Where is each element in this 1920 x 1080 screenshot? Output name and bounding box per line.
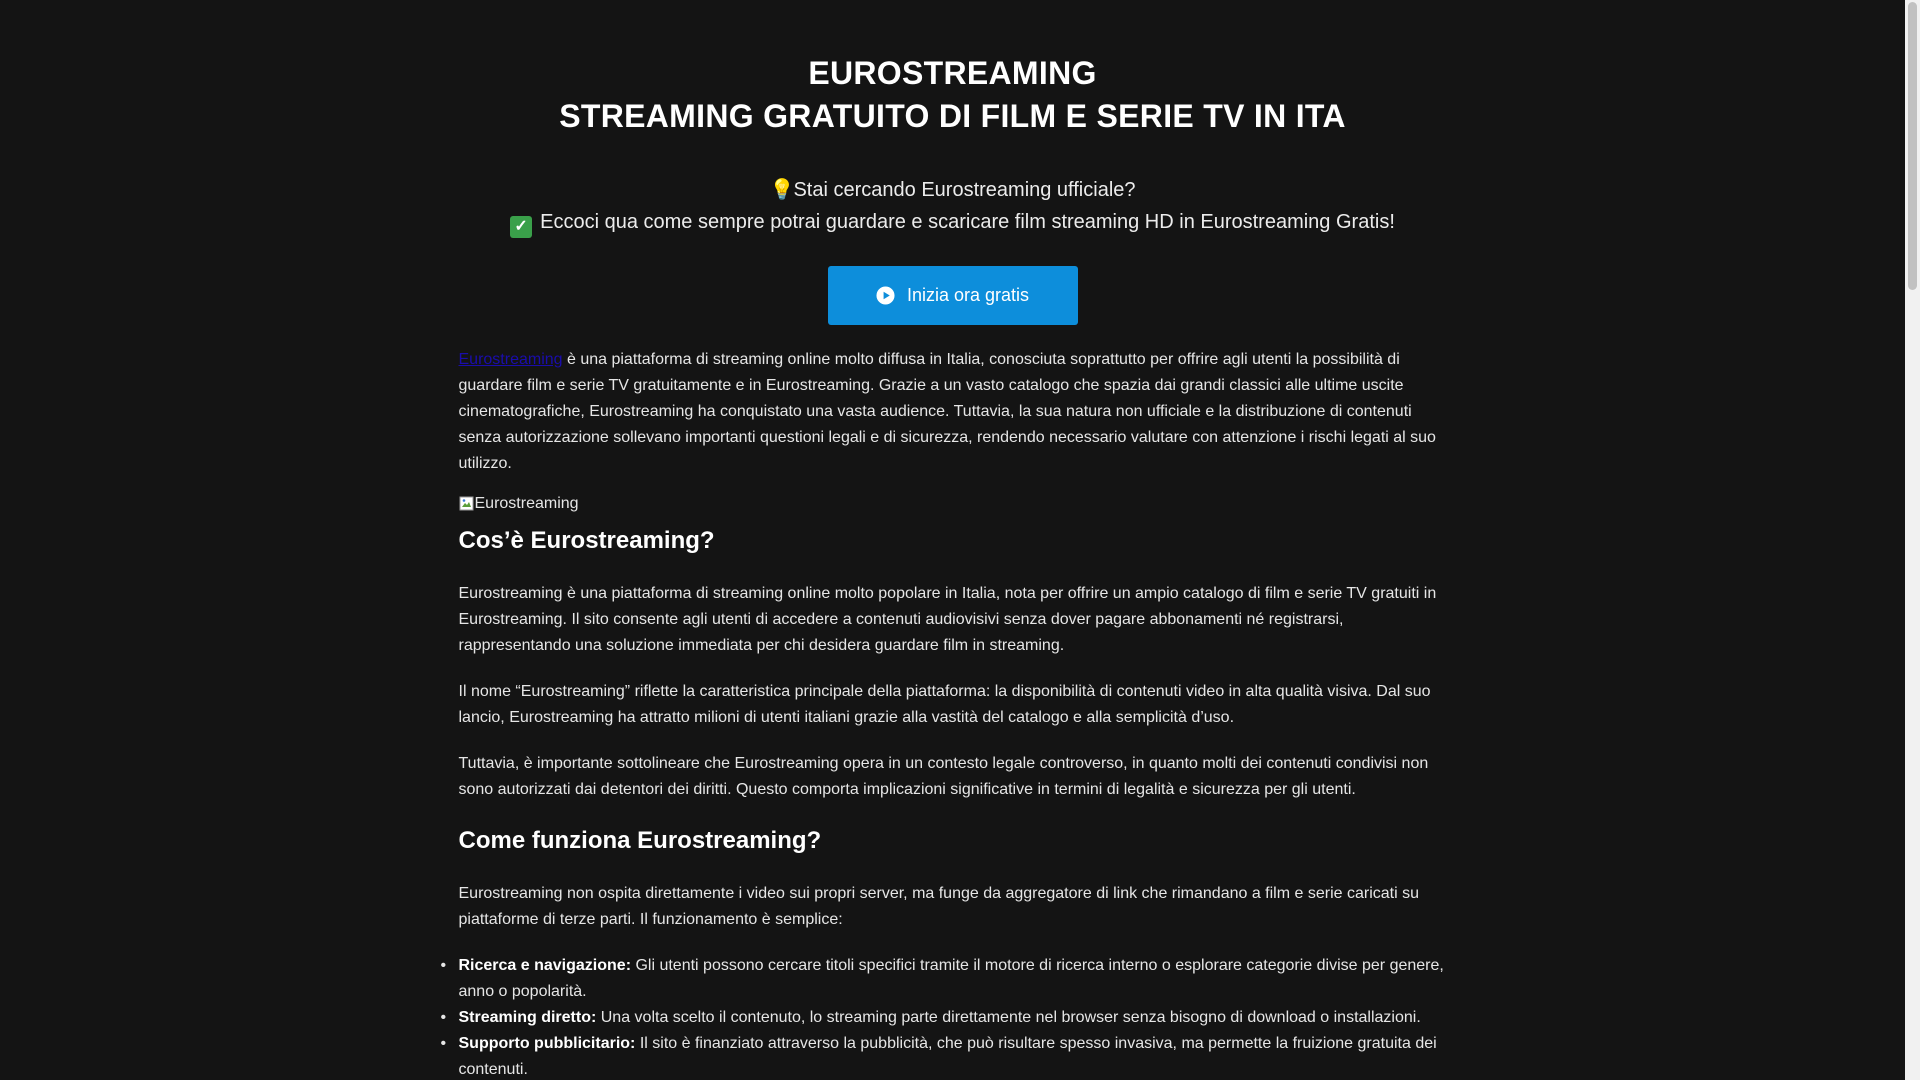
scrollbar-thumb[interactable] [1908, 2, 1917, 290]
section1-paragraph-3: Tuttavia, è importante sottolineare che Eurostreaming opera in un contesto legale controverso, in quanto molti dei contenuti condivisi non sono autorizzati dai detentori dei diritti. Questo comporta implicazioni significative in termini di legalità e sicurezza per gli utenti. [458, 754, 1429, 798]
cta-wrapper [0, 266, 1905, 325]
start-free-button[interactable] [828, 266, 1078, 325]
intro-paragraph [459, 347, 1447, 477]
list-item [459, 953, 1447, 1005]
list-item [459, 1005, 1447, 1031]
list-item-text: Una volta scelto il contenuto, lo streaming parte direttamente nel browser senza bisogno di download o installazioni. [596, 1008, 1421, 1026]
list-item-label: Supporto pubblicitario: [458, 1034, 636, 1052]
hero-header [0, 0, 1905, 325]
article-image [459, 491, 1447, 517]
features-list [459, 953, 1447, 1080]
intro-text: è una piattaforma di streaming online molto diffusa in Italia, conosciuta soprattutto per offrire agli utenti la possibilità di guardare film e serie TV gratuitamente e in Eurostreaming. Grazie a un vasto catalogo che spazia dai grandi classici alle ultime uscite cinematografiche, Eurostreaming ha conquistato una vasta audience. Tuttavia, la sua natura non ufficiale e la distribuzione di contenuti senza autorizzazione sollevano importanti questioni legali e di sicurezza, rendendo necessario valutare con attenzione i rischi legati al suo utilizzo. [458, 350, 1436, 472]
list-item [459, 1031, 1447, 1080]
article-content [459, 347, 1447, 1080]
image-alt-text: Eurostreaming [474, 494, 579, 512]
list-item-text: Il sito è finanziato attraverso la pubblicità, che può risultare spesso invasiva, ma permette la fruizione gratuita dei contenuti. [458, 1034, 1437, 1078]
tagline-line-2 [0, 206, 1905, 238]
start-free-button-label: Inizia ora gratis [906, 284, 1030, 305]
section-heading-how-works: Come funziona Eurostreaming? [458, 826, 822, 854]
vertical-scrollbar[interactable] [1905, 0, 1920, 1080]
tagline-line-1 [0, 174, 1905, 206]
lightbulb-icon: 💡 [769, 178, 795, 201]
title-line-2: STREAMING GRATUITO DI FILM E SERIE TV IN ITA [559, 97, 1346, 134]
tagline-text-1: Stai cercando Eurostreaming ufficiale? [793, 178, 1136, 201]
broken-image-icon [459, 496, 475, 512]
list-item-label: Streaming diretto: [458, 1008, 597, 1026]
play-circle-icon [876, 286, 895, 305]
section1-paragraph-2: Il nome “Eurostreaming” riflette la caratteristica principale della piattaforma: la disponibilità di contenuti video in alta qualità visiva. Dal suo lancio, Eurostreaming ha attratto milioni di utenti italiani grazie alla vastità del catalogo e alla semplicità d’uso. [458, 682, 1431, 726]
section1-paragraph-1: Eurostreaming è una piattaforma di streaming online molto popolare in Italia, nota per offrire un ampio catalogo di film e serie TV gratuiti in Eurostreaming. Il sito consente agli utenti di accedere a contenuti audiovisivi senza dover pagare abbonamenti né registrarsi, rappresentando una soluzione immediata per chi desidera guardare film in streaming. [458, 584, 1437, 654]
title-line-1: EUROSTREAMING [808, 55, 1097, 91]
tagline [0, 174, 1905, 238]
checkmark-icon: ✓ [510, 216, 532, 238]
section-heading-what-is: Cos’è Eurostreaming? [458, 526, 715, 554]
list-item-text: Gli utenti possono cercare titoli specifici tramite il motore di ricerca interno o esplorare categorie divise per genere, anno o popolarità. [458, 956, 1444, 1000]
tagline-text-2: Eccoci qua come sempre potrai guardare e scaricare film streaming HD in Eurostreaming Gratis! [540, 210, 1395, 233]
eurostreaming-link[interactable]: Eurostreaming [458, 350, 563, 368]
list-item-label: Ricerca e navigazione: [458, 956, 632, 974]
page-title [0, 52, 1905, 138]
section2-paragraph-1: Eurostreaming non ospita direttamente i video sui propri server, ma funge da aggregatore di link che rimandano a film e serie caricati su piattaforme di terze parti. Il funzionamento è semplice: [458, 884, 1419, 928]
